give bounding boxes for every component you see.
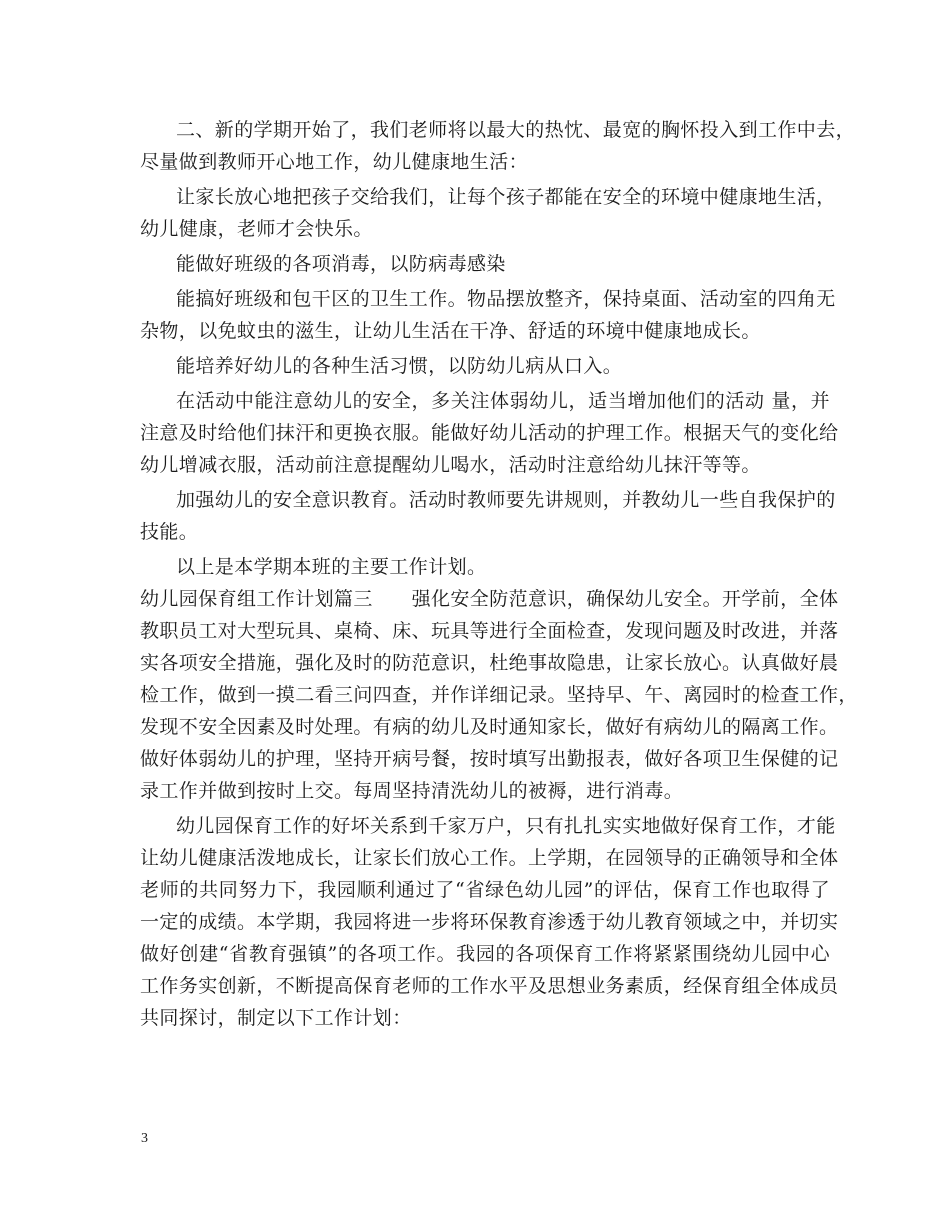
paragraph-line: 发现不安全因素及时处理。有病的幼儿及时通知家长，做好有病幼儿的隔离工作。 [140, 716, 839, 738]
paragraph-line: 杂物，以免蚊虫的滋生，让幼儿生活在干净、舒适的环境中健康地成长。 [140, 320, 761, 342]
paragraph-line: 共同探讨，制定以下工作计划： [140, 1007, 412, 1029]
paragraph-line: 幼儿健康，老师才会快乐。 [140, 218, 373, 240]
paragraph-line: 能做好班级的各项消毒，以防病毒感染 [176, 253, 506, 275]
paragraph-line: 一定的成绩。本学期，我园将进一步将环保教育渗透于幼儿教育领域之中，并切实 [140, 911, 839, 933]
paragraph-line: 在活动中能注意幼儿的安全，多关注体弱幼儿，适当增加他们的活动 量，并 [176, 390, 830, 412]
paragraph-line: 老师的共同努力下，我园顺利通过了“省绿色幼儿园”的评估，保育工作也取得了 [140, 879, 830, 901]
paragraph-line: 幼儿园保育工作的好坏关系到千家万户，只有扎扎实实地做好保育工作，才能 [176, 815, 836, 837]
paragraph-line: 让幼儿健康活泼地成长，让家长们放心工作。上学期，在园领导的正确领导和全体 [140, 847, 839, 869]
paragraph-line: 能搞好班级和包干区的卫生工作。物品摆放整齐，保持桌面、活动室的四角无 [176, 288, 836, 310]
paragraph-line: 二、新的学期开始了，我们老师将以最大的热忱、最宽的胸怀投入到工作中去， [176, 119, 856, 141]
paragraph-line: 尽量做到教师开心地工作，幼儿健康地生活： [140, 151, 529, 173]
paragraph-line: 让家长放心地把孩子交给我们，让每个孩子都能在安全的环境中健康地生活， [176, 186, 836, 208]
paragraph-line: 能培养好幼儿的各种生活习惯，以防幼儿病从口入。 [176, 355, 623, 377]
paragraph-line: 录工作并做到按时上交。每周坚持清洗幼儿的被褥，进行消毒。 [140, 780, 684, 802]
paragraph-line: 注意及时给他们抹汗和更换衣服。能做好幼儿活动的护理工作。根据天气的变化给 [140, 422, 839, 444]
section-heading-line: 幼儿园保育组工作计划篇三 强化安全防范意识，确保幼儿安全。开学前，全体 [140, 588, 839, 610]
paragraph-line: 做好创建“省教育强镇”的各项工作。我园的各项保育工作将紧紧围绕幼儿园中心 [140, 943, 830, 965]
document-body [140, 114, 858, 1034]
paragraph-line: 幼儿增减衣服，活动前注意提醒幼儿喝水，活动时注意给幼儿抹汗等等。 [140, 454, 761, 476]
paragraph-line: 加强幼儿的安全意识教育。活动时教师要先讲规则，并教幼儿一些自我保护的 [176, 489, 836, 511]
paragraph-line: 教职员工对大型玩具、桌椅、床、玩具等进行全面检查，发现问题及时改进，并落 [140, 620, 839, 642]
paragraph-line: 技能。 [140, 521, 199, 543]
paragraph-line: 以上是本学期本班的主要工作计划。 [176, 556, 487, 578]
paragraph-line: 做好体弱幼儿的护理，坚持开病号餐，按时填写出勤报表，做好各项卫生保健的记 [140, 748, 839, 770]
page-number: 3 [141, 1131, 148, 1146]
paragraph-line: 实各项安全措施，强化及时的防范意识，杜绝事故隐患，让家长放心。认真做好晨 [140, 652, 839, 674]
paragraph-line: 工作务实创新，不断提高保育老师的工作水平及思想业务素质，经保育组全体成员 [140, 975, 839, 997]
paragraph-line: 检工作，做到一摸二看三问四查，并作详细记录。坚持早、午、离园时的检查工作， [140, 684, 858, 706]
